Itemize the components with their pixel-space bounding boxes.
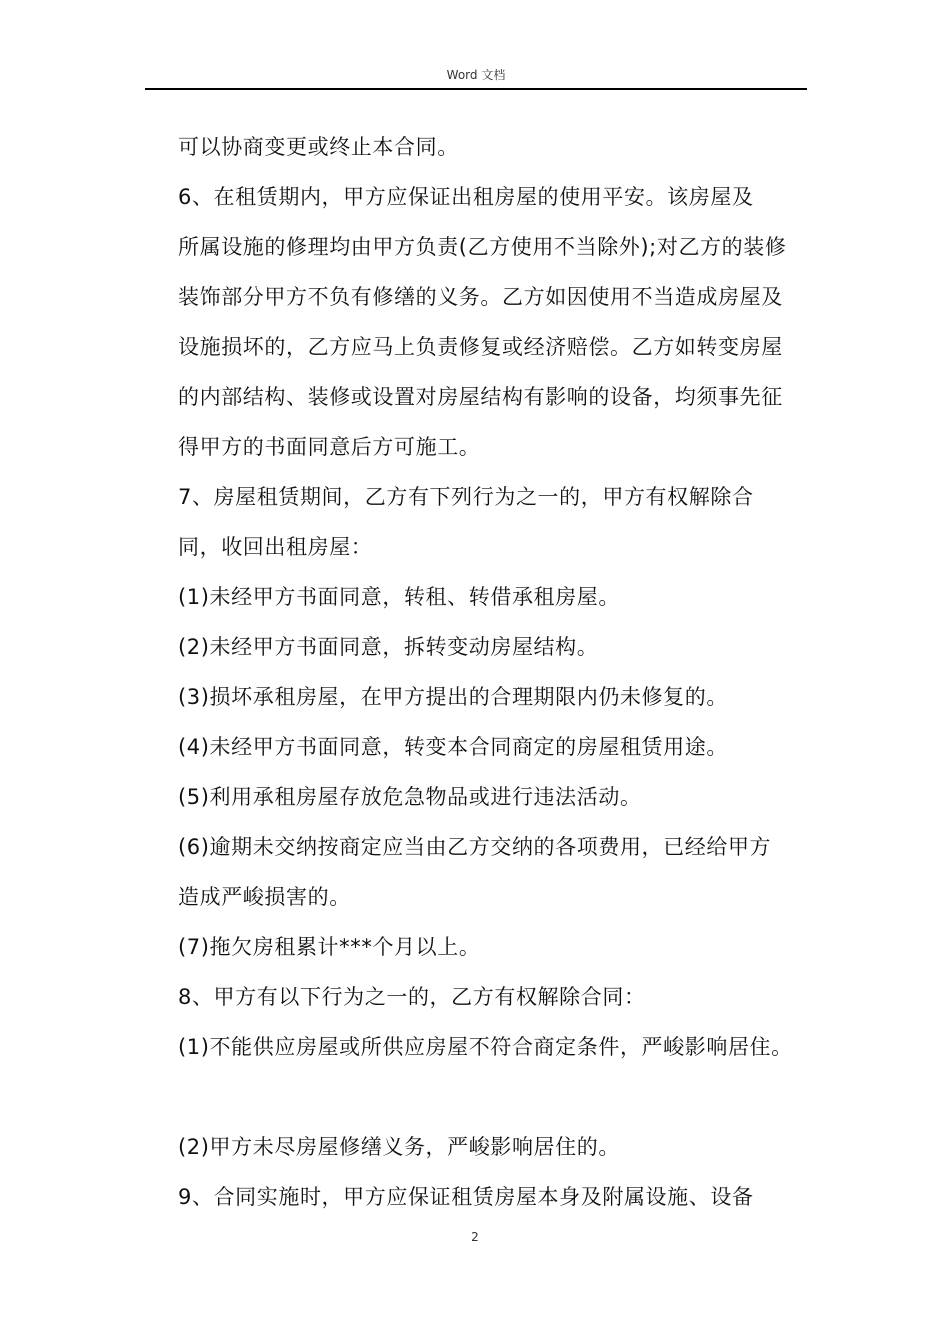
- text-line: (5)利用承租房屋存放危急物品或进行违法活动。: [178, 785, 642, 809]
- page-number: 2: [471, 1230, 479, 1244]
- text-line: (7)拖欠房租累计***个月以上。: [178, 935, 481, 959]
- text-line: (1)未经甲方书面同意，转租、转借承租房屋。: [178, 585, 620, 609]
- text-line: 9、合同实施时，甲方应保证租赁房屋本身及附属设施、设备: [178, 1185, 754, 1209]
- text-line: 同，收回出租房屋：: [178, 535, 373, 559]
- text-line: (4)未经甲方书面同意，转变本合同商定的房屋租赁用途。: [178, 735, 728, 759]
- text-line: 所属设施的修理均由甲方负责(乙方使用不当除外);对乙方的装修: [178, 235, 787, 259]
- text-line: 7、房屋租赁期间，乙方有下列行为之一的，甲方有权解除合: [178, 485, 754, 509]
- text-line: 8、甲方有以下行为之一的，乙方有权解除合同：: [178, 985, 646, 1009]
- text-line: (3)损坏承租房屋，在甲方提出的合理期限内仍未修复的。: [178, 685, 728, 709]
- text-line: 装饰部分甲方不负有修缮的义务。乙方如因使用不当造成房屋及: [178, 285, 783, 309]
- text-line: (6)逾期未交纳按商定应当由乙方交纳的各项费用，已经给甲方: [178, 835, 772, 859]
- page-header: [145, 66, 807, 90]
- text-line: 设施损坏的，乙方应马上负责修复或经济赔偿。乙方如转变房屋: [178, 335, 783, 359]
- text-line: 6、在租赁期内，甲方应保证出租房屋的使用平安。该房屋及: [178, 185, 754, 209]
- text-line: (1)不能供应房屋或所供应房屋不符合商定条件，严峻影响居住。: [178, 1035, 793, 1059]
- text-line: 造成严峻损害的。: [178, 885, 351, 909]
- text-line: 的内部结构、装修或设置对房屋结构有影响的设备，均须事先征: [178, 385, 783, 409]
- header-title: Word 文档: [446, 68, 506, 82]
- text-line: (2)甲方未尽房屋修缮义务，严峻影响居住的。: [178, 1135, 620, 1159]
- text-line: 得甲方的书面同意后方可施工。: [178, 435, 481, 459]
- page-footer: [0, 1230, 950, 1244]
- text-line: 可以协商变更或终止本合同。: [178, 135, 459, 159]
- text-line: (2)未经甲方书面同意，拆转变动房屋结构。: [178, 635, 599, 659]
